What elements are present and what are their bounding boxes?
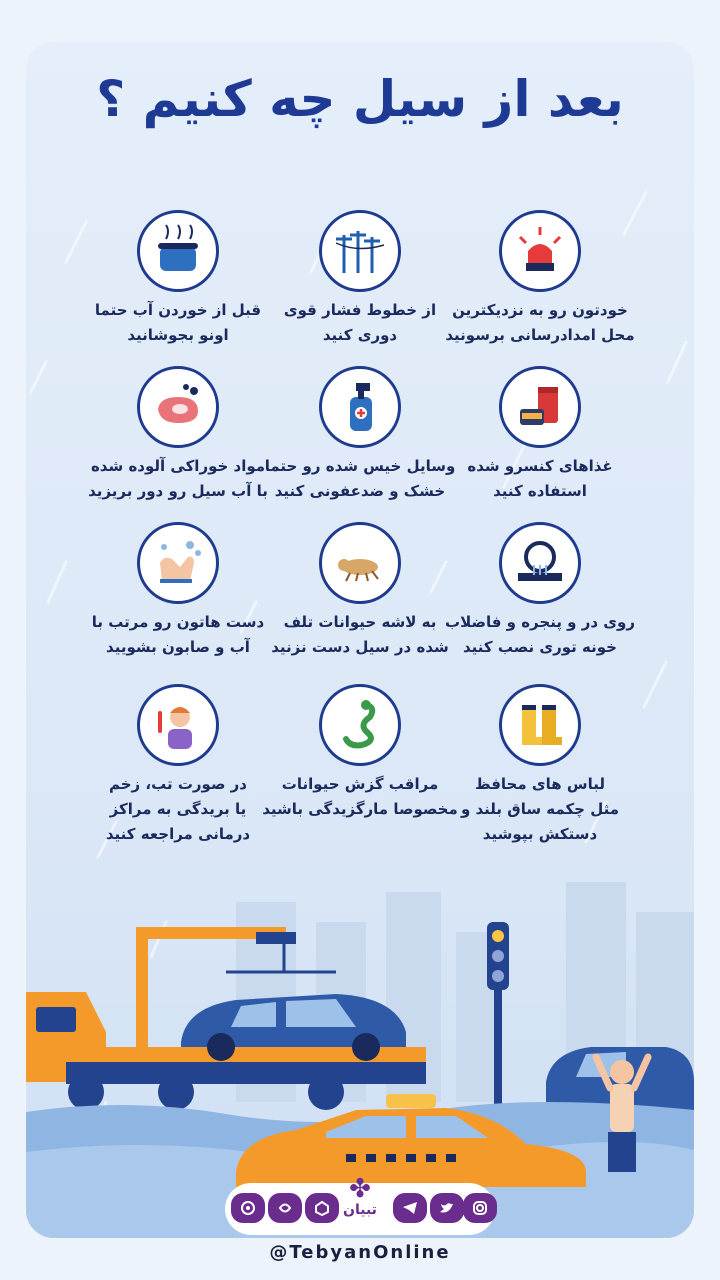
fever-person-icon — [137, 684, 219, 766]
tip-siren: خودتون رو به نزدیکترین محل امدادرسانی برسونید — [440, 210, 640, 348]
instagram-icon[interactable] — [463, 1193, 497, 1223]
tip-canned-food: غذاهای کنسرو شده استفاده کنید — [440, 366, 640, 504]
twitter-icon[interactable] — [430, 1193, 464, 1223]
tip-fever: در صورت تب، زخم یا بریدگی به مراکز درمانی مراجعه کنید — [78, 684, 278, 847]
brand-name: تبیان — [343, 1202, 377, 1218]
social-handle[interactable]: @TebyanOnline — [269, 1242, 451, 1263]
eitaa-icon[interactable] — [268, 1193, 302, 1223]
tip-drain-screen: روی در و پنجره و فاضلاب خونه توری نصب کنید — [440, 522, 640, 660]
page-title: بعد از سیل چه کنیم ؟ — [96, 70, 624, 128]
tip-dead-animal: به لاشه حیوانات تلف شده در سیل دست نزنید — [260, 522, 460, 660]
canned-food-icon — [499, 366, 581, 448]
hand-wash-icon — [137, 522, 219, 604]
spoiled-meat-icon — [137, 366, 219, 448]
disinfectant-spray-icon — [319, 366, 401, 448]
aparat-icon[interactable] — [231, 1193, 265, 1223]
telegram-icon[interactable] — [393, 1193, 427, 1223]
tip-rubber-boots: لباس های محافظ مثل چکمه ساق بلند و دستکش بپوشید — [440, 684, 640, 847]
boiling-pot-icon — [137, 210, 219, 292]
tip-power-lines: از خطوط فشار قوی دوری کنید — [260, 210, 460, 348]
siren-icon — [499, 210, 581, 292]
dead-animal-icon — [319, 522, 401, 604]
tip-snake: مراقب گزش حیوانات مخصوصا مارگزیدگی باشید — [260, 684, 460, 822]
drain-screen-icon — [499, 522, 581, 604]
rubber-boots-icon — [499, 684, 581, 766]
brand-mark-icon: ✤ — [349, 1174, 371, 1204]
brand-logo — [330, 1176, 390, 1218]
snake-icon — [319, 684, 401, 766]
tip-spoiled-food: مواد خوراکی آلوده شده با آب سیل رو دور بریزید — [78, 366, 278, 504]
power-lines-icon — [319, 210, 401, 292]
tip-boil-water: قبل از خوردن آب حتما اونو بجوشانید — [78, 210, 278, 348]
tip-disinfect: وسایل خیس شده رو حتما خشک و ضدعفونی کنید — [260, 366, 460, 504]
tip-hand-wash: دست هاتون رو مرتب با آب و صابون بشویید — [78, 522, 278, 660]
